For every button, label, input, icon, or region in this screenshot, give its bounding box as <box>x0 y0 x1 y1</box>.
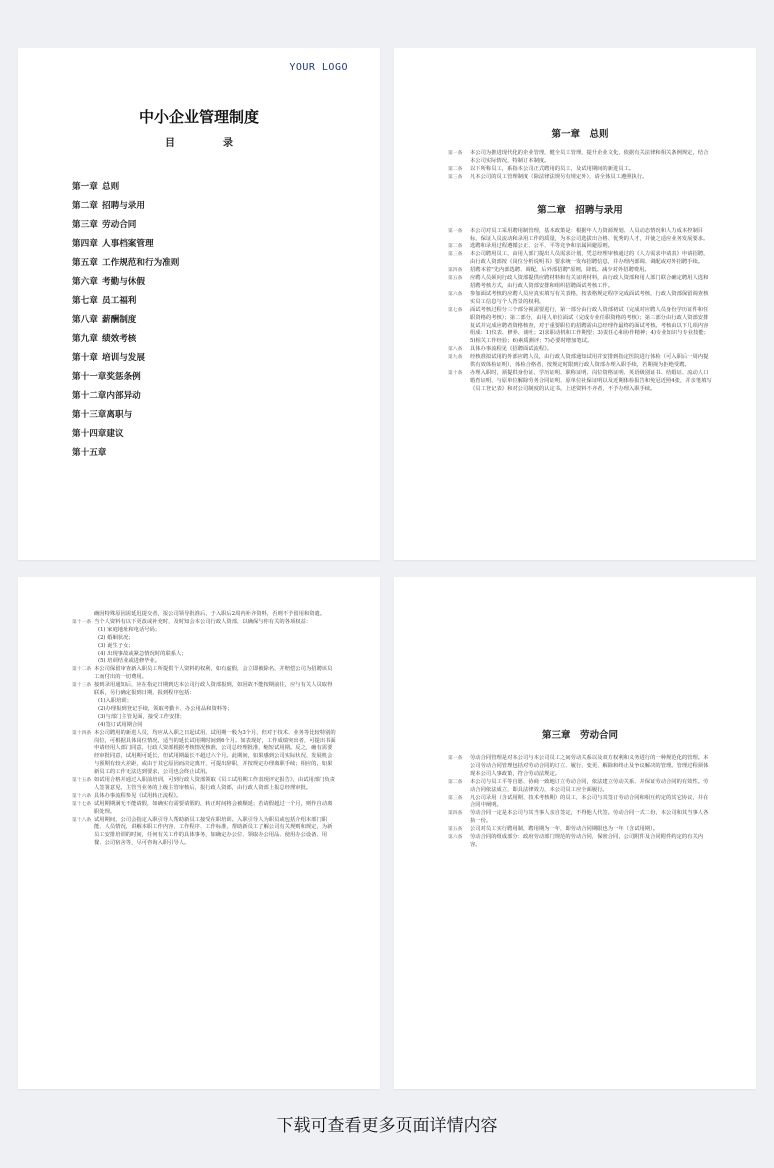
article-number <box>72 635 94 643</box>
article-text: 公司对员工实行聘用制，聘用期为一年，即劳动合同期限也为一年（含试用期）。 <box>470 826 659 833</box>
article-row <box>448 755 712 779</box>
article-row <box>448 267 712 275</box>
article-text: (3) 诞生子女； <box>98 642 134 649</box>
toc-chapter-title: 劳动合同 <box>102 220 137 230</box>
article-row <box>448 166 712 174</box>
toc-chapter-title: 总则 <box>102 182 120 192</box>
article-number: 第十四条 <box>72 730 92 736</box>
chapter-3-title: 第三章 劳动合同 <box>541 730 618 741</box>
article-text: 劳动合同一定是本公司与其当事人亲自签定，不得他人代签。劳动合同一式二份，本公司和其当事人各执一份。 <box>470 810 709 825</box>
chapter-1-articles <box>448 150 712 182</box>
toc-entry[interactable] <box>72 447 179 466</box>
article-text: 本公司聘用的新进人员，均应从入职之日起试用，试用期一般为3个月，但对于技术、业务等比较特别的岗位，可根据具体岗位情况，适当的延长试用期时间到6个月。如表现好，工作成绩突出者，可提出书面申请经用人部门同意，行政人资部根据考核情况核准，公司总经理批准，缩短试用期。反之，确有需要经审批同意，试用期可延长，但试用期最长不超过六个月。此期间，如果感到公司实际状况、发展机会与预期有较大差距，或由于其它原因而决定离开，可提出辞职，并按规定办理离职手续；相应的，如果新员工的工作无法达到要求，公司也会终止试用。 <box>94 729 336 776</box>
toc-entry[interactable] <box>72 181 179 200</box>
page-cover-toc <box>18 48 380 560</box>
article-number: 第七条 <box>448 307 463 313</box>
toc-entry[interactable] <box>72 295 179 314</box>
article-text: 本公司为推进现代化的企业管理，健全员工管理，提升企业文化，依据有关法律和相关条例规定，结合本公司实际情况，特制订本制度。 <box>470 150 709 164</box>
toc-chapter-number: 第十章 <box>72 353 98 363</box>
article-text: (3)与部门主管见面，接受工作安排； <box>98 713 185 720</box>
document-title: 中小企业管理制度 <box>138 108 259 126</box>
article-number: 第二条 <box>448 779 463 785</box>
article-text: 试用期期满无不能请假，如确实有需要请假的，转正时间将会被顺延；若请假超过一个月，则作自动离职处理。 <box>94 800 333 815</box>
toc-entry[interactable] <box>72 276 179 295</box>
article-number: 第十七条 <box>72 801 92 807</box>
toc-chapter-number: 第八章 <box>72 315 98 325</box>
article-row <box>72 722 336 730</box>
article-number <box>72 706 94 714</box>
article-text: 确因特殊原因需延迟提交者，报公司领导批准后，于入职后2周内补齐资料，否则不予留用和资遣。 <box>94 611 326 617</box>
article-number: 第四条 <box>448 811 463 817</box>
toc-chapter-title: 招聘与录用 <box>102 201 145 211</box>
toc-chapter-number: 第七章 <box>72 296 98 306</box>
article-number: 第十三条 <box>72 683 92 689</box>
article-text: (1)入职培训； <box>98 697 132 704</box>
toc-chapter-title: 建议 <box>106 429 124 439</box>
article-row <box>72 801 336 817</box>
article-text: (5) 培训结业或进修毕业。 <box>98 658 161 665</box>
article-number: 第二条 <box>448 166 463 172</box>
toc-entry[interactable] <box>72 238 179 257</box>
article-row <box>72 730 336 777</box>
article-row <box>448 810 712 826</box>
article-text: 以下所称员工，系指本公司正式聘用的员工，及试用期间的新进员工。 <box>470 165 635 172</box>
article-number: 第四条 <box>448 268 463 274</box>
toc-entry[interactable] <box>72 314 179 333</box>
article-number: 第六条 <box>448 291 463 297</box>
article-number: 第九条 <box>448 355 463 361</box>
toc-entry[interactable] <box>72 219 179 238</box>
article-text: 当个人资料有以下更改或补充时，及时知会本公司行政人资部，以确保与你有关的各项权益： <box>94 618 312 625</box>
page-chapter-3 <box>394 577 756 1089</box>
toc-entry[interactable] <box>72 371 179 390</box>
toc-chapter-title: 绩效考核 <box>102 334 137 344</box>
toc-heading: 目录 <box>165 138 281 149</box>
article-text: 本公司聘用员工，由用人部门提出人员需求计划，凭总经理审核通过的《人力需求申请表》申请招聘，由行政人资部按《岗位分析说明书》要求统一发布招聘信息，并办理内部调、调配或对外招聘手续。 <box>470 251 709 266</box>
page-chapter-1-2 <box>394 48 756 560</box>
article-row <box>72 627 336 635</box>
article-text: 试用期间，公司会指定入职引导人帮助新员工接受在职培训。入职引导人为职员或包括介绍本部门职能、人员情况，讲解本职工作内容、工作程序、工作标准，帮助新员工了解公司有关规则和规定，为新员工安排培训的时间，任何有关工作的具体事务，如确定办公位、领取办公用品、使用办公设备、用餐、公司宿舍等，尽可咨询入职引导人。 <box>94 816 333 847</box>
toc-entry[interactable] <box>72 200 179 219</box>
article-number: 第一条 <box>448 756 463 761</box>
article-row <box>448 251 712 267</box>
chapter-1-title: 第一章 总则 <box>551 129 609 140</box>
article-text: 劳动合同的组成部分：政府劳动部门规范的劳动合同，保密合同，公司附件及合同附件约定的有关内容。 <box>470 834 704 848</box>
article-row <box>448 354 712 370</box>
article-number: 第六条 <box>448 835 463 841</box>
company-logo: YOUR LOGO <box>289 62 348 73</box>
article-row <box>72 698 336 706</box>
toc-entry[interactable] <box>72 428 179 447</box>
article-number: 第十二条 <box>72 667 92 673</box>
chapter-2-title: 第二章 招聘与录用 <box>537 204 623 216</box>
toc-chapter-number: 第十四章 <box>72 429 107 439</box>
article-row <box>72 817 336 849</box>
article-text: 劳动合同管理是对本公司与本公司员工之间劳动关系以及双方权利和义务进行的一种规范化的管理。本公司劳动合同管理包括对劳动合同的订立、履行、变更、解除和终止及争议解决的管理。管理过程须体现本公司人事政策，符合劳动法规定。 <box>470 755 709 777</box>
article-text: 如试用合格并通过入职前培训，可到行政人资部领取《员工试用期工作表现评定报告》，由试用部门负责人签署意见，主管当业务的上级主管审核后，报行政人资部，由行政人资部上报总经理审批。 <box>94 777 336 791</box>
article-text: 凡公司录用（含试用期、技术考核期）的员工，本公司与其签订劳动合同和相互约定的其它协议，并在合同中阐明。 <box>470 794 709 809</box>
article-number: 第三条 <box>448 252 463 258</box>
article-row <box>448 307 712 347</box>
toc-entry[interactable] <box>72 352 179 371</box>
toc-chapter-title: 员工福利 <box>102 296 137 306</box>
toc-chapter-title: 培训与发展 <box>102 353 145 363</box>
table-of-contents <box>72 181 179 466</box>
article-row <box>448 834 712 850</box>
article-text: (2) 婚姻状况； <box>98 634 134 641</box>
article-row <box>72 611 336 619</box>
article-number: 第十八条 <box>72 817 92 823</box>
article-row <box>448 275 712 291</box>
article-text: 参加面试考核的应聘人员应真实填写有关表格，按表格规定程序完成面试考核，行政人资部保留调查核实员工信息与个人背景的权利。 <box>470 290 709 305</box>
article-number: 第五条 <box>448 276 463 282</box>
article-number <box>72 643 94 651</box>
toc-chapter-title: 内部异动 <box>106 391 141 401</box>
article-number: 第一条 <box>448 228 463 234</box>
article-text: 面试考核过程分三个部分视需要进行，第一部分由行政人资部初试（完成对应聘人员身份学历证件和任职资格的考核）；第二部分，由用人单位面试（完成专业任职资格的考核）；第三部分由行政人资部安排复试并完成应聘者资格核查，对于重要职位的招聘需由总经理作最终的面试考核。考核由以下几项内容组成：1)仪表、修养、谈吐；2)求职动机和工作期望；3)责任心和协作精神；4)专业知识与专业技能；5)相关工作经验；6)素质测评；7)必要时增加笔试。 <box>470 306 709 345</box>
article-text: 具体办事流程参见《试用转正流程》。 <box>94 792 182 799</box>
toc-entry[interactable] <box>72 333 179 352</box>
article-row <box>72 619 336 627</box>
article-row <box>448 346 712 354</box>
article-number: 第十条 <box>448 370 463 376</box>
toc-chapter-number: 第十三章 <box>72 410 107 420</box>
article-text: 应聘人员须向行政人资部提供应聘材料和有关证明材料，由行政人资部和用人部门联合确定聘用人选和招聘考核方式，由行政人资部安排和组织招聘面试考核工作。 <box>470 275 709 289</box>
toc-chapter-number: 第三章 <box>72 220 98 230</box>
article-number: 第十六条 <box>72 793 92 799</box>
article-number: 第一条 <box>448 151 463 156</box>
toc-chapter-number: 第一章 <box>72 182 98 192</box>
article-number: 第五条 <box>448 827 463 833</box>
article-text: 本公司对员工采用聘用制管理，基本政策是：根据年人力资源规划、人员动态情况和人力成本控制目标，保证人员流动和录用工作的质量，为本公司选拔出合格、优秀的人才，并使之适应业务发展要求。 <box>470 227 709 242</box>
toc-chapter-number: 第十二章 <box>72 391 107 401</box>
toc-chapter-title: 人事档案管理 <box>102 239 154 249</box>
chapter-2-articles <box>448 228 712 394</box>
toc-chapter-number: 第五章 <box>72 258 98 268</box>
article-number: 第二条 <box>448 244 463 250</box>
article-row <box>72 714 336 722</box>
article-row <box>72 682 336 698</box>
article-row <box>448 795 712 811</box>
article-text: (1) 家庭地址和电话号码； <box>98 626 161 633</box>
toc-chapter-title: 考勤与休假 <box>102 277 145 287</box>
article-row <box>448 291 712 307</box>
toc-chapter-number: 第十五章 <box>72 448 107 458</box>
page-chapter-2-cont <box>18 577 380 1089</box>
chapter-3-articles <box>448 755 712 850</box>
toc-entry[interactable] <box>72 409 179 428</box>
article-row <box>448 150 712 166</box>
article-row <box>72 666 336 682</box>
toc-chapter-number: 第九章 <box>72 334 98 344</box>
article-row <box>448 174 712 182</box>
article-text: 本公司与员工平等自愿、协商一致地订立劳动合同，依法建立劳动关系，并保证劳动合同的有效性。劳动合同依法成立，即具法律效力，本公司员工应全面履行。 <box>470 778 709 793</box>
chapter-2-continued-articles <box>72 611 336 848</box>
article-number: 第三条 <box>448 174 463 180</box>
article-number <box>72 714 94 722</box>
toc-entry[interactable] <box>72 257 179 276</box>
article-text: (4)签订试用期合同 <box>98 721 143 728</box>
toc-chapter-title: 奖惩条例 <box>106 372 141 382</box>
article-number: 第十一条 <box>72 619 92 625</box>
article-text: 凡本公司的员工管理制度（除法律法规另有规定外），请全体员工遵照执行。 <box>470 173 648 180</box>
article-text: 选聘和录用过程遵循公正、公平、平等竞争和亲属回避原则。 <box>470 243 614 250</box>
article-number: 第八条 <box>448 347 463 353</box>
toc-chapter-title: 工作规范和行为准则 <box>102 258 180 268</box>
article-text: 办理入职时，须提供身份证、学历证明、职称证明、岗位资格证明、英语级别证书、结婚证、流动人口婚育证明、与原单位解除劳务合同证明、原单位社保证明以及近期体检报告和免冠近照4张，并亲笔填写《员工登记表》和对公司制度的认定书。上述资料不齐者，不予办理入职手续。 <box>470 369 712 392</box>
article-row <box>72 777 336 793</box>
article-number: 第三条 <box>448 795 463 801</box>
article-row <box>72 635 336 643</box>
toc-chapter-number: 第二章 <box>72 201 98 211</box>
toc-chapter-number: 第四章 <box>72 239 98 249</box>
article-text: (4) 出现事故或紧急情况时的联系人； <box>98 650 187 657</box>
article-text: (2)办理报到登记手续，领取考勤卡、办公用品和资料等； <box>98 705 233 712</box>
article-text: 具体办事流程见《招聘面试流程》。 <box>470 346 553 353</box>
article-text: 经核准拟试用的外部应聘人员，由行政人资部通知试用并安排到指定医院进行体检（可入职后一周内提供有效体检证明），体检合格者，按规定时限到行政人资部办理入职手续，若期视为拒绝受聘。 <box>470 354 709 369</box>
article-number <box>72 658 94 666</box>
article-row <box>72 643 336 651</box>
article-number <box>72 651 94 659</box>
article-number <box>72 698 94 706</box>
article-row <box>448 826 712 834</box>
article-row <box>72 793 336 801</box>
article-row <box>72 706 336 714</box>
article-number: 第十五条 <box>72 778 92 784</box>
article-text: 接到录用通知后，应在指定日期到达本公司行政人资部报到，如因故不能按期前往，应与有关人员取得联系，另行确定报到日期，报到程序包括： <box>94 682 333 697</box>
article-number <box>72 627 94 635</box>
article-text: 招聘本着"先内部选聘、调配，后外部招聘"原则，降低、减少对外招聘费用。 <box>470 267 650 274</box>
toc-chapter-number: 第十一章 <box>72 372 107 382</box>
article-row <box>448 228 712 244</box>
toc-entry[interactable] <box>72 390 179 409</box>
article-number <box>72 722 94 730</box>
toc-chapter-title: 离职与 <box>106 410 133 420</box>
article-text: 本公司保留审查新入职员工所提供个人资料的权利，如有虚假，会立即被除名，并赔偿公司为招聘该员工而付出的一切费用。 <box>94 666 333 681</box>
toc-chapter-number: 第六章 <box>72 277 98 287</box>
article-row <box>448 370 712 394</box>
article-number <box>72 611 94 619</box>
download-caption: 下载可查看更多页面详情内容 <box>276 1116 498 1136</box>
article-row <box>448 779 712 795</box>
toc-chapter-title: 薪酬制度 <box>102 315 137 325</box>
